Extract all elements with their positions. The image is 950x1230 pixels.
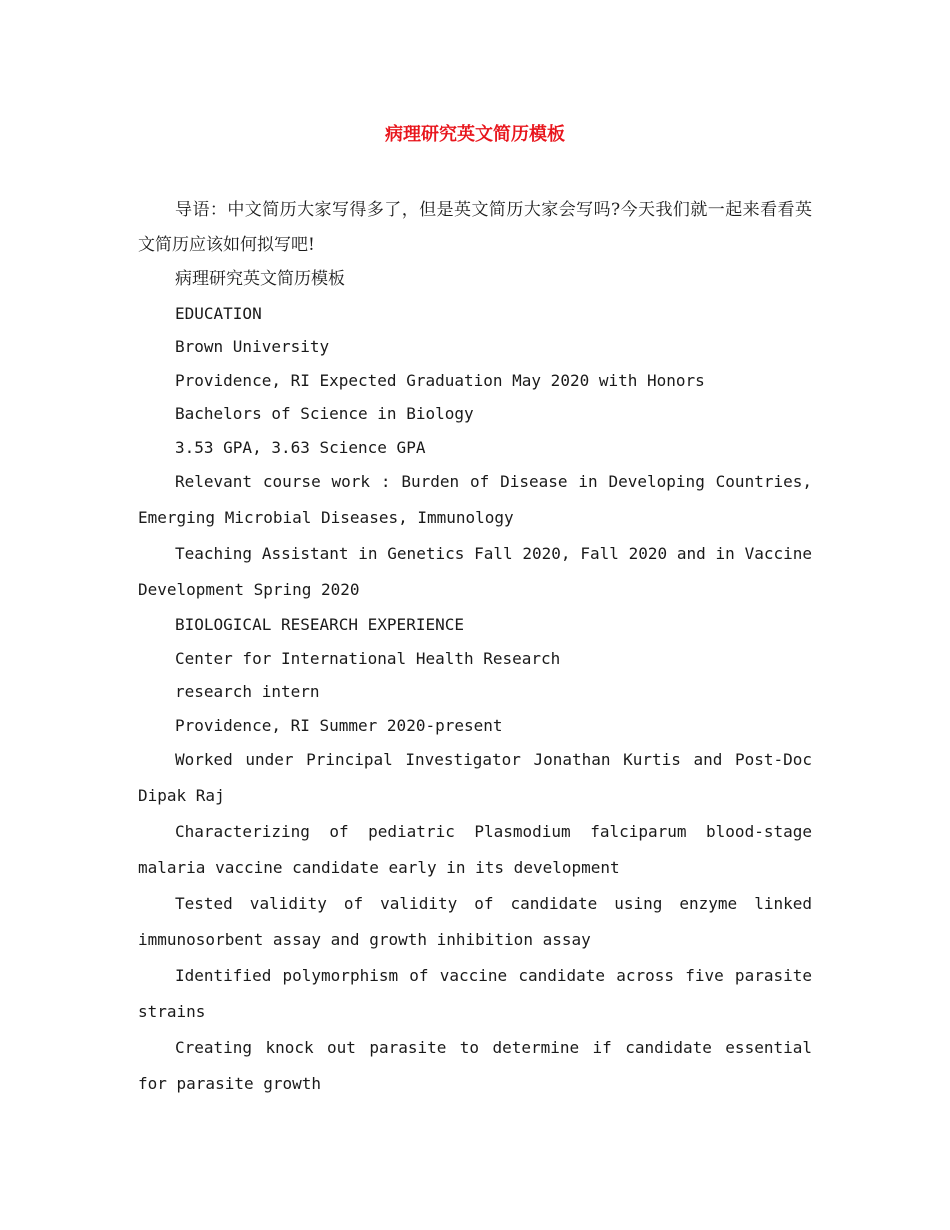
coursework-paragraph: Relevant course work : Burden of Disease in Developing Countries, Emerging Microbial Diseases, Immunology — [138, 472, 812, 527]
document-title: 病理研究英文简历模板 — [385, 124, 565, 145]
teaching-paragraph: Teaching Assistant in Genetics Fall 2020, Fall 2020 and in Vaccine Development Spring 2020 — [138, 544, 812, 599]
experience-item: Identified polymorphism of vaccine candidate across five parasite strains — [138, 966, 812, 1021]
resume-subtitle: 病理研究英文简历模板 — [175, 269, 345, 289]
school-name: Brown University — [175, 337, 330, 356]
experience-item: Tested validity of validity of candidate using enzyme linked immunosorbent assay and growth inhibition assay — [138, 894, 812, 949]
experience-item: Creating knock out parasite to determine if candidate essential for parasite growth — [138, 1038, 812, 1093]
education-heading: EDUCATION — [175, 303, 262, 323]
degree: Bachelors of Science in Biology — [175, 404, 474, 423]
school-location: Providence, RI Expected Graduation May 2020 with Honors — [175, 370, 705, 390]
organization-name: Center for International Health Research — [175, 648, 561, 668]
experience-item: Worked under Principal Investigator Jonathan Kurtis and Post-Doc Dipak Raj — [138, 750, 812, 805]
role-title: research intern — [175, 682, 320, 701]
experience-item: Characterizing of pediatric Plasmodium falciparum blood-stage malaria vaccine candidate early in its development — [138, 822, 812, 877]
intro-paragraph: 导语：中文简历大家写得多了，但是英文简历大家会写吗?今天我们就一起来看看英文简历应该如何拟写吧! — [138, 200, 812, 255]
role-location: Providence, RI Summer 2020-present — [175, 715, 503, 735]
research-heading: BIOLOGICAL RESEARCH EXPERIENCE — [175, 615, 464, 634]
gpa: 3.53 GPA, 3.63 Science GPA — [175, 437, 426, 457]
document-body — [138, 193, 812, 1102]
